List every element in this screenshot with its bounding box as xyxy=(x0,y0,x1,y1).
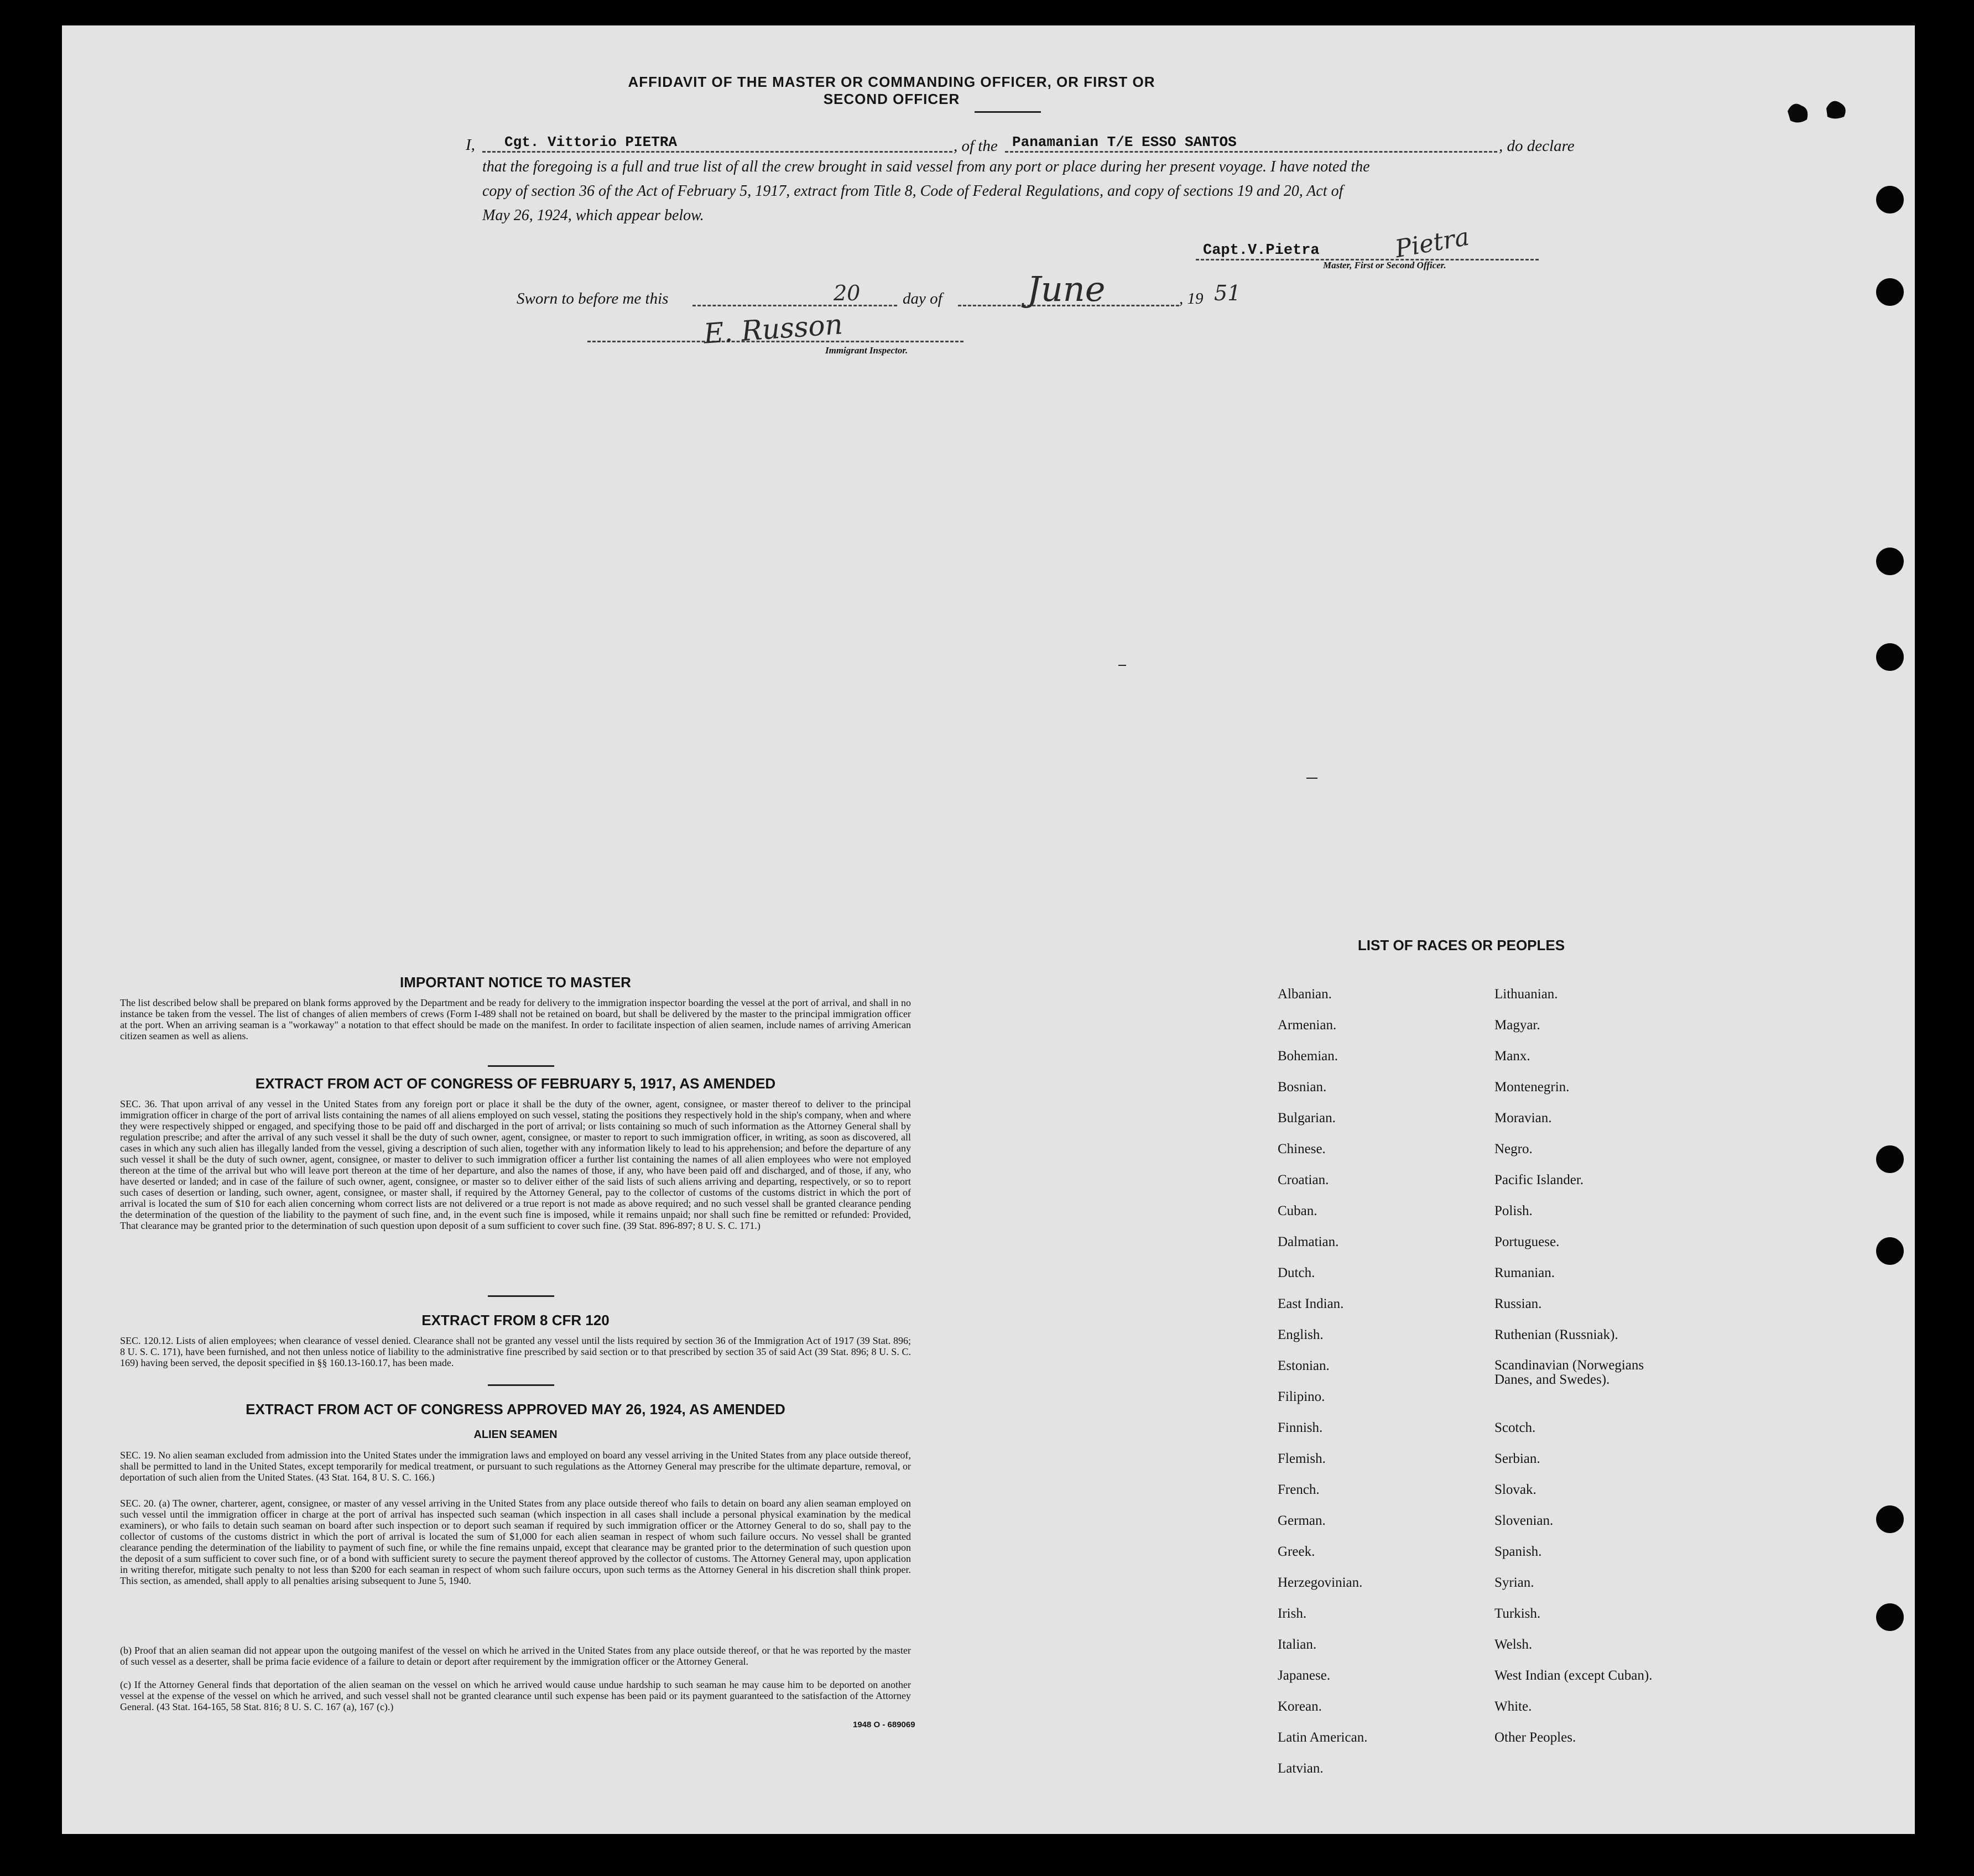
extract-cfr-rule xyxy=(488,1384,554,1386)
race-item: Greek. xyxy=(1278,1544,1315,1559)
extract-cfr-heading: EXTRACT FROM 8 CFR 120 xyxy=(421,1312,610,1328)
race-item: German. xyxy=(1278,1513,1326,1528)
race-item: Rumanian. xyxy=(1494,1265,1555,1280)
race-item: Italian. xyxy=(1278,1637,1317,1652)
extract-1924-sec19: SEC. 19. No alien seaman excluded from admission into the United States under the immigration laws and employed on board any vessel arriving in the United States from any place outside thereof, shall be permitted to land in the United States, except temporarily for medical treatment, or pursuant to such regulations as the Attorney General may prescribe for the ultimate departure, removal, or deportation of such alien from the United States. (43 Stat. 164, 8 U. S. C. 166.) xyxy=(120,1450,911,1483)
race-item: Bosnian. xyxy=(1278,1080,1327,1095)
race-item: French. xyxy=(1278,1482,1320,1497)
races-heading: LIST OF RACES OR PEOPLES xyxy=(1357,937,1565,953)
punch-hole xyxy=(1876,1145,1904,1173)
race-item: Irish. xyxy=(1278,1606,1307,1621)
race-item: Turkish. xyxy=(1494,1606,1541,1621)
race-item: Japanese. xyxy=(1278,1668,1331,1683)
inspector-signature: E. Russon xyxy=(702,308,844,350)
name-underline xyxy=(482,151,952,153)
race-item: Other Peoples. xyxy=(1494,1730,1576,1745)
race-item: Portuguese. xyxy=(1494,1234,1560,1249)
race-item: Welsh. xyxy=(1494,1637,1533,1652)
notice-heading: IMPORTANT NOTICE TO MASTER xyxy=(400,974,631,991)
race-item: Moravian. xyxy=(1494,1111,1552,1125)
race-item: Estonian. xyxy=(1278,1358,1330,1373)
race-item: Croatian. xyxy=(1278,1172,1329,1187)
sworn-day-underline xyxy=(692,305,897,306)
do-declare-label: , do declare xyxy=(1499,137,1575,155)
year-prefix: , 19 xyxy=(1179,290,1204,308)
sworn-day: 20 xyxy=(834,281,861,305)
heading-rule xyxy=(975,111,1041,113)
race-item: Spanish. xyxy=(1494,1544,1542,1559)
extract-cfr-text: SEC. 120.12. Lists of alien employees; when clearance of vessel denied. Clearance shall not be granted any vessel until the lists required by section 36 of the Immigration Act of 1917 (39 Stat. 896; 8 U. S. C. 171), have been furnished, and not then unless notice of liability to the administrative fine prescribed by said section or to that prescribed by section 35 of said Act (39 Stat. 896; 8 U. S. C. 169) having been served, the deposit specified in §§ 160.13-160.17, has been made. xyxy=(120,1335,911,1368)
race-item: English. xyxy=(1278,1327,1324,1342)
sworn-label: Sworn to before me this xyxy=(517,290,669,308)
race-item: Flemish. xyxy=(1278,1451,1326,1466)
race-item: Cuban. xyxy=(1278,1203,1317,1218)
extract-1917-heading: EXTRACT FROM ACT OF CONGRESS OF FEBRUARY 5, 1917, AS AMENDED xyxy=(255,1075,776,1092)
punch-hole xyxy=(1876,278,1904,306)
of-the-label: , of the xyxy=(954,137,998,155)
punch-hole xyxy=(1876,1603,1904,1631)
handwritten-signature: Pietra xyxy=(1393,222,1472,264)
race-item: Magyar. xyxy=(1494,1018,1540,1033)
extract-1924-sec20a: SEC. 20. (a) The owner, charterer, agent, consignee, or master of any vessel arriving in the United States from any place outside thereof who fails to detain on board any alien seaman employed on such vessel until the immigration officer in charge at the port of arrival has inspected such seaman (which inspection in all cases shall include a personal physical examination by the medical examiners), or who fails to detain such seaman on board after such inspection or to deport such seaman if required by such immigration officer or the Attorney General to do so, shall pay to the collector of customs of the customs district in which the port of arrival is located the sum of $1,000 for each alien seaman in respect of whom such failure occurs. No vessel shall be granted clearance pending the determination of the liability to payment of such fine, or while the fine remains unpaid, except that clearance may be granted prior to the determination of such question upon the deposit of a sum sufficient to cover such fine, or of a bond with sufficient surety to secure the payment thereof approved by the collector of customs. The Attorney General may, upon application in writing therefor, mitigate such penalty to not less than $200 for each seaman in respect of whom such failure occurs, upon such terms as the Attorney General in his discretion shall think proper. This section, as amended, shall apply to all penalties arising subsequent to June 5, 1940. xyxy=(120,1498,911,1586)
alien-seamen-subheading: ALIEN SEAMEN xyxy=(473,1429,558,1441)
race-item: Pacific Islander. xyxy=(1494,1172,1584,1187)
race-item: Finnish. xyxy=(1278,1420,1323,1435)
vessel-name: Panamanian T/E ESSO SANTOS xyxy=(1012,134,1237,150)
race-item: Negro. xyxy=(1494,1142,1533,1156)
race-item: Herzegovinian. xyxy=(1278,1575,1363,1590)
ink-blot-marks xyxy=(1777,86,1865,131)
stray-mark xyxy=(1306,778,1317,779)
race-item: Filipino. xyxy=(1278,1389,1325,1404)
stray-mark xyxy=(1118,665,1126,666)
race-item: Russian. xyxy=(1494,1296,1542,1311)
race-item: Chinese. xyxy=(1278,1142,1326,1156)
race-item: White. xyxy=(1494,1699,1532,1714)
race-item: Slovenian. xyxy=(1494,1513,1554,1528)
race-item: Korean. xyxy=(1278,1699,1322,1714)
typed-signature: Capt.V.Pietra xyxy=(1203,242,1320,259)
print-code: 1948 O - 689069 xyxy=(853,1720,915,1729)
extract-1924-heading: EXTRACT FROM ACT OF CONGRESS APPROVED MAY 26, 1924, AS AMENDED xyxy=(246,1401,785,1418)
race-item: West Indian (except Cuban). xyxy=(1494,1668,1653,1683)
affidavit-body-1: that the foregoing is a full and true list of all the crew brought in said vessel from any port or place during her present voyage. I have noted the xyxy=(482,158,1370,175)
punch-hole xyxy=(1876,186,1904,213)
race-item: Montenegrin. xyxy=(1494,1080,1570,1095)
race-item: Lithuanian. xyxy=(1494,987,1558,1002)
race-item: Scandinavian (Norwegians Danes, and Swedes). xyxy=(1494,1358,1644,1387)
punch-hole xyxy=(1876,1237,1904,1265)
race-item: Albanian. xyxy=(1278,987,1332,1002)
punch-hole xyxy=(1876,548,1904,575)
extract-1917-rule xyxy=(488,1295,554,1297)
race-item: Manx. xyxy=(1494,1049,1530,1064)
affidavit-body-2: copy of section 36 of the Act of February 5, 1917, extract from Title 8, Code of Federal Regulations, and copy of sections 19 and 20, Act of xyxy=(482,183,1343,200)
race-item: Dalmatian. xyxy=(1278,1234,1339,1249)
race-item: Bohemian. xyxy=(1278,1049,1338,1064)
notice-rule xyxy=(488,1065,554,1067)
notice-text: The list described below shall be prepared on blank forms approved by the Department and be ready for delivery to the immigration inspector boarding the vessel at the port of arrival, and shall in no instance be taken from the vessel. The list of changes of alien members of crews (Form I-489 shall not be retained on board, but shall be delivered by the master to the principal immigration officer at the port. When an arriving seaman is a "workaway" a notation to that effect should be made on the manifest. In order to facilitate inspection of alien seamen, include names of arriving American citizen seamen as well as aliens. xyxy=(120,997,911,1041)
race-item: Armenian. xyxy=(1278,1018,1337,1033)
race-item: Scotch. xyxy=(1494,1420,1536,1435)
affidavit-body-3: May 26, 1924, which appear below. xyxy=(482,207,704,224)
race-item: Serbian. xyxy=(1494,1451,1540,1466)
extract-1924-sec20c: (c) If the Attorney General finds that deportation of the alien seaman on the vessel on which he arrived would cause undue hardship to such seaman he may cause him to be deported on another vessel at the expense of the vessel on which he arrived, and such vessel shall not be granted clearance until such expense has been paid or its payment guaranteed to the satisfaction of the Attorney General. (43 Stat. 164-165, 58 Stat. 816; 8 U. S. C. 167 (a), 167 (c).) xyxy=(120,1679,911,1712)
document-page xyxy=(62,25,1915,1834)
race-item: Polish. xyxy=(1494,1203,1533,1218)
punch-hole xyxy=(1876,1505,1904,1533)
race-item: Latin American. xyxy=(1278,1730,1368,1745)
race-item: Ruthenian (Russniak). xyxy=(1494,1327,1618,1342)
affidavit-heading: AFFIDAVIT OF THE MASTER OR COMMANDING OFFICER, OR FIRST OR SECOND OFFICER xyxy=(628,74,1155,107)
year-suffix: 51 xyxy=(1214,281,1241,305)
race-item: East Indian. xyxy=(1278,1296,1344,1311)
inspector-caption: Immigrant Inspector. xyxy=(825,345,908,356)
master-name: Cgt. Vittorio PIETRA xyxy=(504,134,678,150)
day-of-label: day of xyxy=(903,290,942,308)
vessel-underline xyxy=(1005,151,1497,153)
punch-hole xyxy=(1876,643,1904,671)
sworn-month: June xyxy=(1027,269,1106,309)
i-label: I, xyxy=(466,136,475,154)
race-item: Dutch. xyxy=(1278,1265,1315,1280)
race-item: Latvian. xyxy=(1278,1761,1324,1776)
extract-1917-text: SEC. 36. That upon arrival of any vessel in the United States from any foreign port or place it shall be the duty of the owner, agent, consignee, or master thereof to deliver to the principal immigration officer in charge of the port of arrival lists containing the names of all aliens employed on such vessel, stating the positions they respectively hold in the ship's company, when and where they were respectively shipped or engaged, and specifying those to be paid off and discharged in the port of arrival; or lists containing so much of such information as the Attorney General shall by regulation prescribe; and after the arrival of any such vessel it shall be the duty of such owner, agent, consignee, or master to report to such immigration officer, in writing, as soon as discovered, all cases in which any such alien has illegally landed from the vessel, giving a description of such alien, together with any information likely to lead to his apprehension; and before the departure of any such vessel it shall be the duty of such owner, agent, consignee, or master to deliver to such immigration officer a further list containing the names of all alien employees who were not employed thereon at the time of the arrival but who will leave port thereon at the time of her departure, and also the names of those, if any, who have been paid off and discharged, and of those, if any, who have deserted or landed; and in case of the failure of such owner, agent, consignee, or master so to deliver either of the said lists of such aliens arriving and departing, respectively, or so to report such cases of desertion or landing, such owner, agent, consignee, or master shall, if required by the Attorney General, pay to the collector of customs of the customs district in which the port of arrival is located the sum of $10 for each alien concerning whom correct lists are not delivered or a true report is not made as above required; and no such vessel shall be granted clearance pending the determination of the question of the liability to the payment of such fine, and, in the event such fine is imposed, while it remains unpaid; nor shall such fine be remitted or refunded: Provided, That clearance may be granted prior to the determination of such question upon deposit of a sum sufficient to cover such fine. (39 Stat. 896-897; 8 U. S. C. 171.) xyxy=(120,1098,911,1231)
extract-1924-sec20b: (b) Proof that an alien seaman did not appear upon the outgoing manifest of the vessel on which he arrived in the United States from any place outside thereof, or that he was reported by the master of such vessel as a deserter, shall be prima facie evidence of a failure to detain or deport after requirement by the immigration officer or the Attorney General. xyxy=(120,1645,911,1667)
race-item: Bulgarian. xyxy=(1278,1111,1336,1125)
race-item: Syrian. xyxy=(1494,1575,1534,1590)
signer-caption: Master, First or Second Officer. xyxy=(1323,260,1446,270)
race-item: Slovak. xyxy=(1494,1482,1537,1497)
